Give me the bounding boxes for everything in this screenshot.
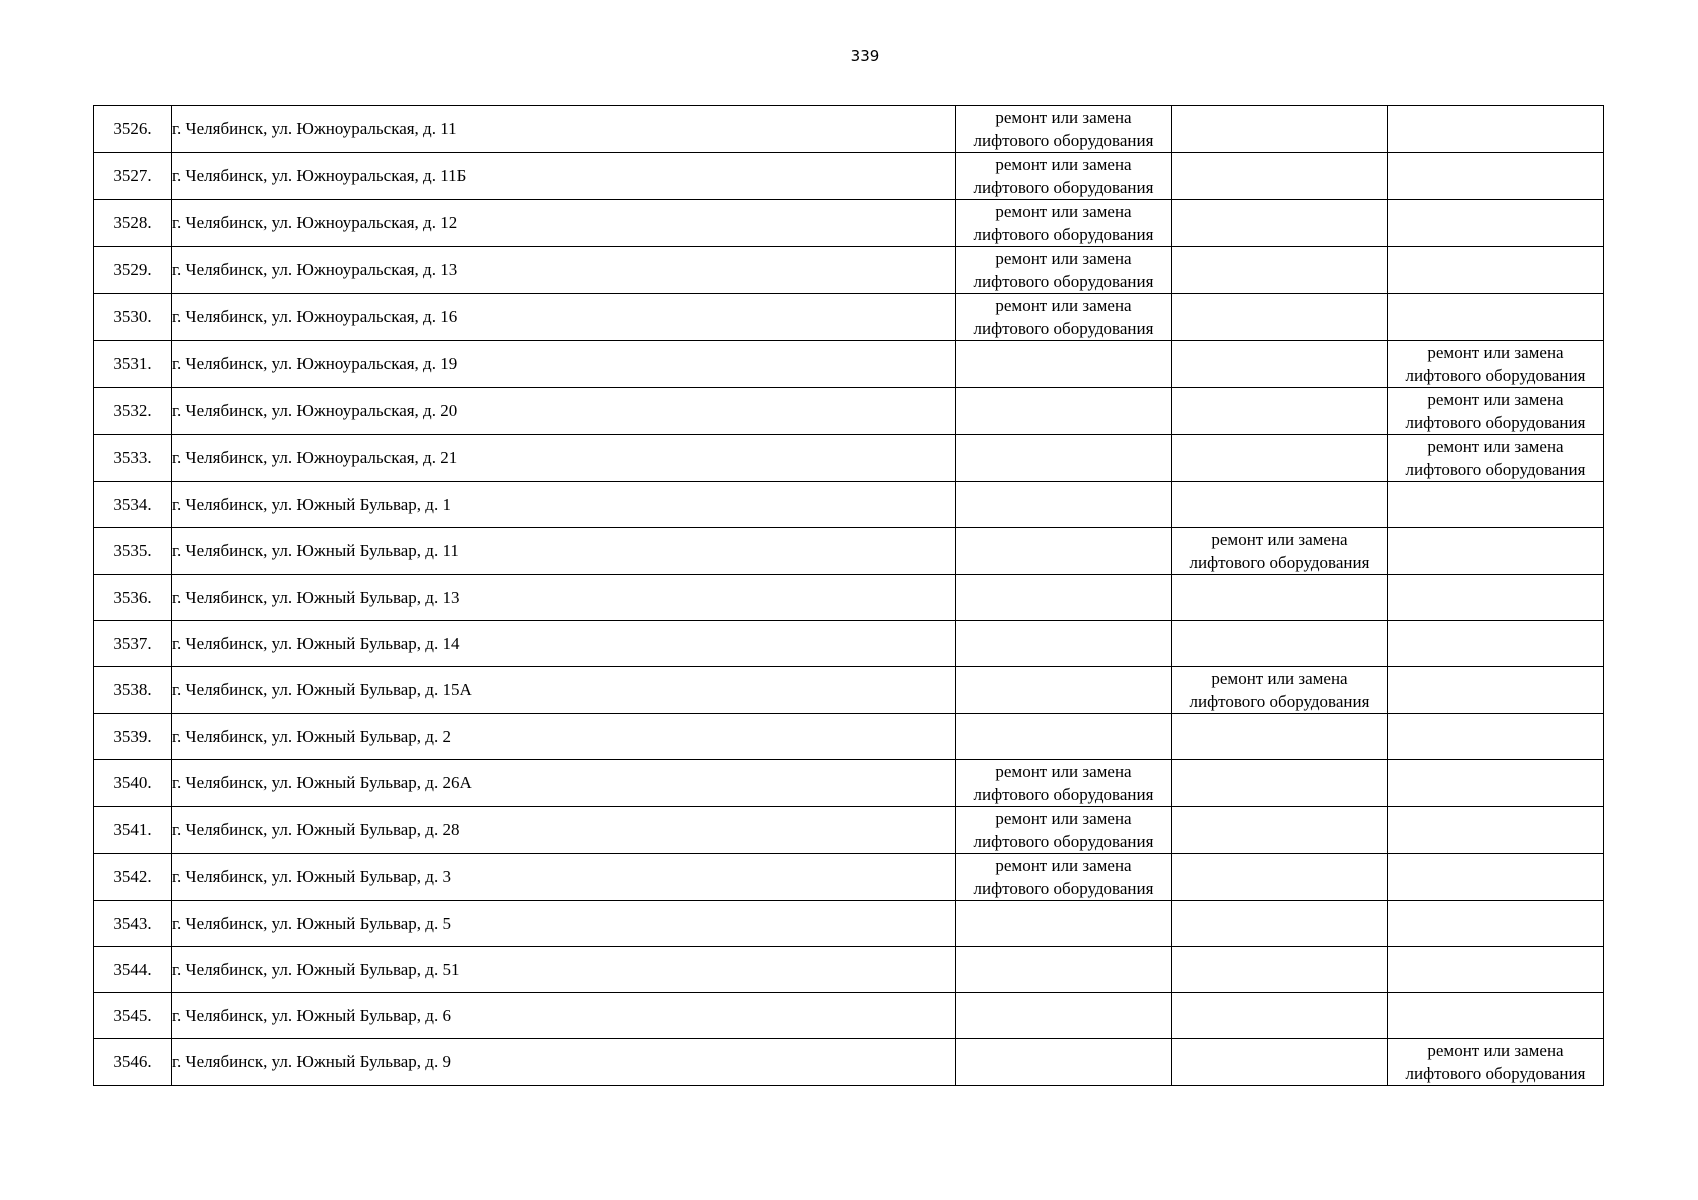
work-line-1: ремонт или замена — [995, 202, 1132, 221]
address-cell: г. Челябинск, ул. Южный Бульвар, д. 26А — [172, 760, 956, 807]
work-cell-1 — [956, 760, 1172, 807]
work-line-1: ремонт или замена — [995, 108, 1132, 127]
work-cell-1 — [956, 575, 1172, 621]
address-cell: г. Челябинск, ул. Южноуральская, д. 13 — [172, 247, 956, 294]
row-number: 3531. — [94, 341, 172, 388]
address-cell: г. Челябинск, ул. Южный Бульвар, д. 28 — [172, 807, 956, 854]
work-cell-1 — [956, 621, 1172, 667]
work-cell-2 — [1172, 807, 1388, 854]
work-cell-2 — [1172, 714, 1388, 760]
work-line-1: ремонт или замена — [1427, 343, 1564, 362]
table-row — [94, 947, 1604, 993]
work-cell-2 — [1172, 667, 1388, 714]
work-line-1: ремонт или замена — [995, 249, 1132, 268]
work-cell-2 — [1172, 528, 1388, 575]
row-number: 3536. — [94, 575, 172, 621]
row-number: 3529. — [94, 247, 172, 294]
table-row — [94, 247, 1604, 294]
work-cell-3 — [1388, 247, 1604, 294]
row-number: 3540. — [94, 760, 172, 807]
work-cell-2 — [1172, 1039, 1388, 1086]
work-cell-3 — [1388, 667, 1604, 714]
work-cell-1 — [956, 901, 1172, 947]
work-line-1: ремонт или замена — [995, 856, 1132, 875]
work-cell-1 — [956, 341, 1172, 388]
table-row — [94, 153, 1604, 200]
address-cell: г. Челябинск, ул. Южноуральская, д. 19 — [172, 341, 956, 388]
work-line-2: лифтового оборудования — [973, 319, 1154, 338]
work-line-2: лифтового оборудования — [973, 131, 1154, 150]
work-cell-3 — [1388, 388, 1604, 435]
work-cell-3 — [1388, 854, 1604, 901]
work-cell-2 — [1172, 575, 1388, 621]
table-row — [94, 854, 1604, 901]
work-cell-1 — [956, 667, 1172, 714]
work-line-2: лифтового оборудования — [973, 225, 1154, 244]
work-cell-2 — [1172, 760, 1388, 807]
work-cell-3 — [1388, 760, 1604, 807]
work-cell-2 — [1172, 482, 1388, 528]
table-row — [94, 528, 1604, 575]
address-table — [93, 105, 1604, 1086]
work-cell-2 — [1172, 621, 1388, 667]
work-cell-2 — [1172, 993, 1388, 1039]
work-cell-1 — [956, 482, 1172, 528]
work-line-1: ремонт или замена — [995, 809, 1132, 828]
work-cell-2 — [1172, 388, 1388, 435]
work-cell-3 — [1388, 200, 1604, 247]
work-cell-1 — [956, 854, 1172, 901]
work-cell-3 — [1388, 575, 1604, 621]
work-cell-1 — [956, 153, 1172, 200]
row-number: 3546. — [94, 1039, 172, 1086]
table-row — [94, 435, 1604, 482]
table-row — [94, 667, 1604, 714]
work-cell-2 — [1172, 947, 1388, 993]
work-line-1: ремонт или замена — [1211, 530, 1348, 549]
work-cell-2 — [1172, 106, 1388, 153]
work-line-1: ремонт или замена — [1211, 669, 1348, 688]
table-row — [94, 1039, 1604, 1086]
address-cell: г. Челябинск, ул. Южный Бульвар, д. 51 — [172, 947, 956, 993]
address-cell: г. Челябинск, ул. Южный Бульвар, д. 15А — [172, 667, 956, 714]
row-number: 3535. — [94, 528, 172, 575]
work-cell-1 — [956, 106, 1172, 153]
work-cell-1 — [956, 993, 1172, 1039]
work-cell-1 — [956, 247, 1172, 294]
work-cell-3 — [1388, 106, 1604, 153]
row-number: 3543. — [94, 901, 172, 947]
work-cell-3 — [1388, 714, 1604, 760]
table-row — [94, 575, 1604, 621]
row-number: 3526. — [94, 106, 172, 153]
table-row — [94, 807, 1604, 854]
row-number: 3530. — [94, 294, 172, 341]
work-line-2: лифтового оборудования — [1405, 460, 1586, 479]
table-row — [94, 388, 1604, 435]
address-cell: г. Челябинск, ул. Южный Бульвар, д. 6 — [172, 993, 956, 1039]
work-cell-3 — [1388, 482, 1604, 528]
work-line-1: ремонт или замена — [1427, 1041, 1564, 1060]
address-cell: г. Челябинск, ул. Южный Бульвар, д. 5 — [172, 901, 956, 947]
work-cell-3 — [1388, 947, 1604, 993]
row-number: 3537. — [94, 621, 172, 667]
work-line-1: ремонт или замена — [995, 155, 1132, 174]
work-cell-2 — [1172, 153, 1388, 200]
work-line-2: лифтового оборудования — [973, 832, 1154, 851]
work-line-2: лифтового оборудования — [973, 272, 1154, 291]
row-number: 3532. — [94, 388, 172, 435]
address-cell: г. Челябинск, ул. Южный Бульвар, д. 14 — [172, 621, 956, 667]
work-cell-1 — [956, 294, 1172, 341]
work-cell-1 — [956, 435, 1172, 482]
work-cell-2 — [1172, 200, 1388, 247]
table-row — [94, 106, 1604, 153]
address-cell: г. Челябинск, ул. Южный Бульвар, д. 11 — [172, 528, 956, 575]
work-cell-2 — [1172, 901, 1388, 947]
row-number: 3528. — [94, 200, 172, 247]
table-row — [94, 621, 1604, 667]
work-cell-3 — [1388, 621, 1604, 667]
table-row — [94, 993, 1604, 1039]
address-cell: г. Челябинск, ул. Южноуральская, д. 11Б — [172, 153, 956, 200]
work-line-2: лифтового оборудования — [1189, 553, 1370, 572]
work-line-2: лифтового оборудования — [973, 785, 1154, 804]
work-line-2: лифтового оборудования — [973, 879, 1154, 898]
work-line-1: ремонт или замена — [995, 296, 1132, 315]
work-cell-1 — [956, 714, 1172, 760]
work-cell-2 — [1172, 854, 1388, 901]
table-row — [94, 901, 1604, 947]
work-line-2: лифтового оборудования — [1189, 692, 1370, 711]
address-cell: г. Челябинск, ул. Южноуральская, д. 20 — [172, 388, 956, 435]
work-cell-3 — [1388, 294, 1604, 341]
table-row — [94, 294, 1604, 341]
address-cell: г. Челябинск, ул. Южный Бульвар, д. 9 — [172, 1039, 956, 1086]
work-cell-3 — [1388, 153, 1604, 200]
row-number: 3534. — [94, 482, 172, 528]
address-cell: г. Челябинск, ул. Южноуральская, д. 16 — [172, 294, 956, 341]
work-cell-1 — [956, 528, 1172, 575]
address-cell: г. Челябинск, ул. Южноуральская, д. 11 — [172, 106, 956, 153]
table-row — [94, 760, 1604, 807]
work-cell-3 — [1388, 435, 1604, 482]
row-number: 3545. — [94, 993, 172, 1039]
work-cell-3 — [1388, 528, 1604, 575]
table-body — [94, 106, 1604, 1086]
address-cell: г. Челябинск, ул. Южный Бульвар, д. 2 — [172, 714, 956, 760]
work-cell-2 — [1172, 435, 1388, 482]
row-number: 3539. — [94, 714, 172, 760]
work-line-2: лифтового оборудования — [1405, 366, 1586, 385]
work-line-2: лифтового оборудования — [973, 178, 1154, 197]
work-cell-1 — [956, 200, 1172, 247]
table-row — [94, 482, 1604, 528]
work-line-1: ремонт или замена — [1427, 390, 1564, 409]
address-cell: г. Челябинск, ул. Южный Бульвар, д. 3 — [172, 854, 956, 901]
work-cell-3 — [1388, 993, 1604, 1039]
work-cell-3 — [1388, 901, 1604, 947]
work-line-1: ремонт или замена — [995, 762, 1132, 781]
work-cell-3 — [1388, 1039, 1604, 1086]
address-cell: г. Челябинск, ул. Южноуральская, д. 21 — [172, 435, 956, 482]
address-cell: г. Челябинск, ул. Южноуральская, д. 12 — [172, 200, 956, 247]
row-number: 3538. — [94, 667, 172, 714]
address-cell: г. Челябинск, ул. Южный Бульвар, д. 1 — [172, 482, 956, 528]
row-number: 3541. — [94, 807, 172, 854]
page-number: 339 — [850, 47, 880, 65]
row-number: 3544. — [94, 947, 172, 993]
table-row — [94, 714, 1604, 760]
work-cell-1 — [956, 388, 1172, 435]
work-cell-2 — [1172, 247, 1388, 294]
row-number: 3533. — [94, 435, 172, 482]
table-row — [94, 200, 1604, 247]
work-cell-2 — [1172, 341, 1388, 388]
work-line-1: ремонт или замена — [1427, 437, 1564, 456]
work-cell-1 — [956, 1039, 1172, 1086]
work-cell-3 — [1388, 807, 1604, 854]
work-cell-1 — [956, 807, 1172, 854]
address-cell: г. Челябинск, ул. Южный Бульвар, д. 13 — [172, 575, 956, 621]
row-number: 3527. — [94, 153, 172, 200]
work-cell-3 — [1388, 341, 1604, 388]
work-line-2: лифтового оборудования — [1405, 1064, 1586, 1083]
table-row — [94, 341, 1604, 388]
work-line-2: лифтового оборудования — [1405, 413, 1586, 432]
work-cell-2 — [1172, 294, 1388, 341]
work-cell-1 — [956, 947, 1172, 993]
row-number: 3542. — [94, 854, 172, 901]
